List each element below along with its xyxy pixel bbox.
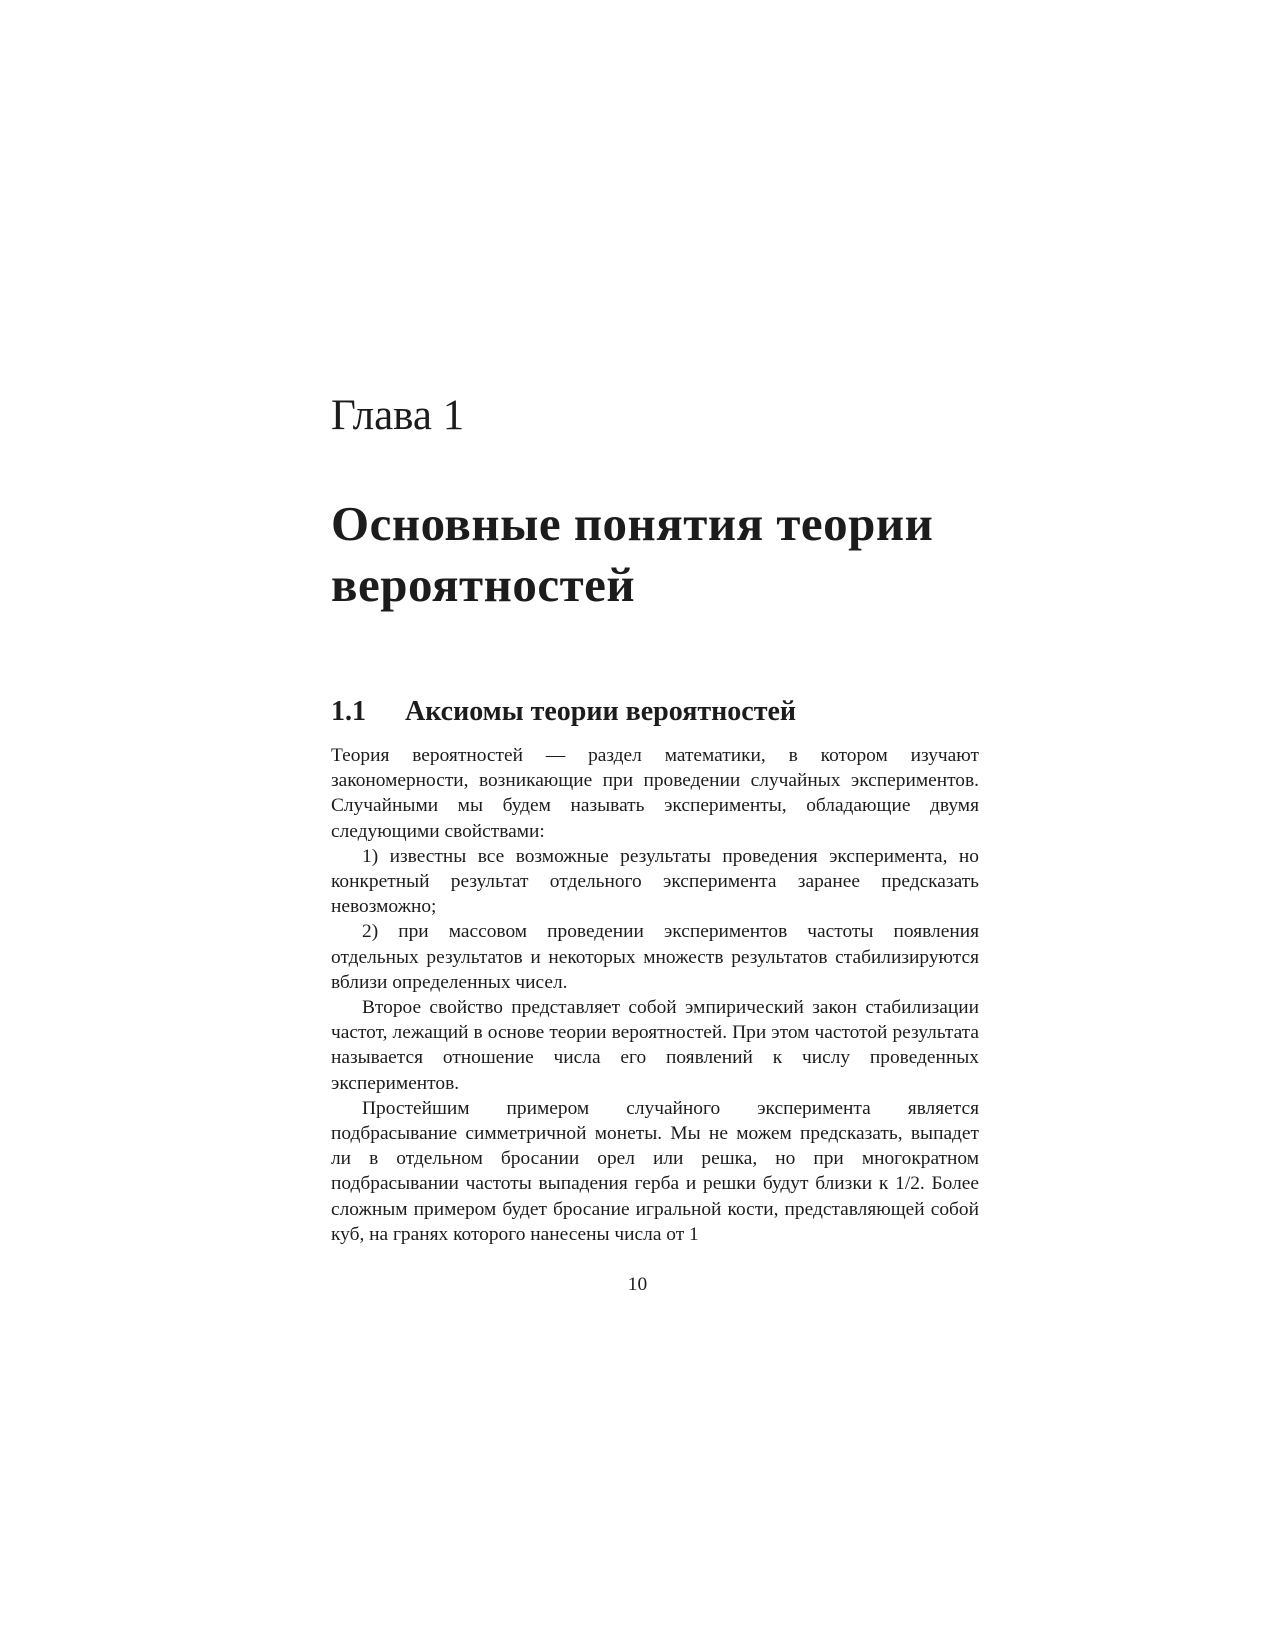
paragraph: Простейшим примером случайного эксперимента является подбрасывание симметричной монеты. Мы не можем предсказать, выпадет ли в отдельном бросании орел или решка, но при многократном подбрасывании частоты выпадения герба и решки будут близки к 1/2. Более сложным примером будет бросание игральной кости, представляющей собой куб, на гранях которого нанесены числа от 1 xyxy=(331,1097,979,1245)
page-number: 10 xyxy=(627,1274,648,1295)
paragraph: Второе свойство представляет собой эмпирический закон стабилизации частот, лежащий в основе теории вероятностей. При этом частотой результата называется отношение числа его появлений к числу проведенных экспериментов. xyxy=(331,997,979,1094)
paragraph: Теория вероятностей — раздел математики, в котором изучают закономерности, возникающие при проведении случайных экспериментов. Случайными мы будем называть эксперименты, обладающие двумя следующими свойствами: xyxy=(331,745,979,842)
paragraph: 1) известны все возможные результаты проведения эксперимента, но конкретный результат отдельного эксперимента заранее предсказать невозможно; xyxy=(331,845,979,918)
body-text xyxy=(331,743,979,1247)
section-title: Аксиомы теории вероятностей xyxy=(405,696,797,727)
paragraph: 2) при массовом проведении экспериментов частоты появления отдельных результатов и некоторых множеств результатов стабилизируются вблизи определенных чисел. xyxy=(331,921,979,993)
chapter-title: Основные понятия теории вероятностей xyxy=(331,496,934,612)
section-number: 1.1 xyxy=(331,696,366,727)
section-heading xyxy=(331,694,796,730)
chapter-label: Глава 1 xyxy=(331,392,465,439)
